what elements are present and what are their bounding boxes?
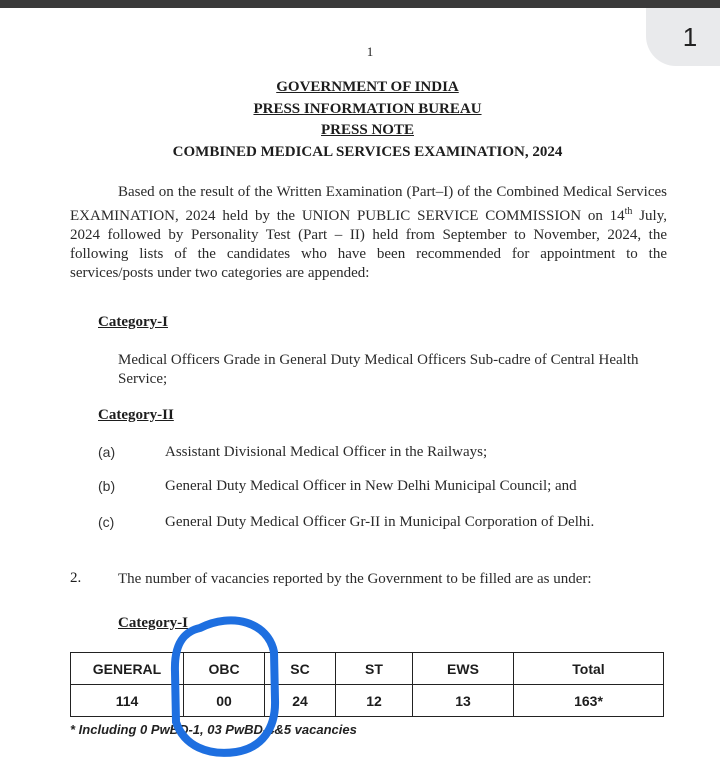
cell-sc: 24 [265,685,336,717]
table-caption: Category-I [118,615,188,631]
header-exam-title: COMBINED MEDICAL SERVICES EXAMINATION, 2024 [172,144,563,160]
category-2-heading: Category-II [98,407,174,423]
table-footnote: * Including 0 PwBD-1, 03 PwBD-4&5 vacancies [70,722,357,737]
section-2-text: The number of vacancies reported by the Government to be filled are as under: [118,571,592,587]
list-item-b-marker: (b) [98,478,116,494]
cell-obc: 00 [184,685,265,717]
header-obc: OBC [184,653,265,685]
highlight-circle-stroke [175,620,275,752]
list-item-c-text: General Duty Medical Officer Gr-II in Municipal Corporation of Delhi. [165,514,595,530]
page-number: 1 [366,44,374,59]
header-st: ST [336,653,413,685]
header-sc: SC [265,653,336,685]
category-1-heading: Category-I [98,314,168,330]
list-item-a-text: Assistant Divisional Medical Officer in the Railways; [165,444,488,460]
list-item-b-text: General Duty Medical Officer in New Delhi Municipal Council; and [165,478,577,494]
list-item-a-marker: (a) [98,444,116,460]
cell-st: 12 [336,685,413,717]
header-bureau: PRESS INFORMATION BUREAU [253,101,482,117]
list-item-c-marker: (c) [98,514,115,530]
cell-total: 163* [514,685,664,717]
header-total: Total [514,653,664,685]
image-counter-badge[interactable]: 1 [646,8,720,66]
header-ews: EWS [413,653,514,685]
header-general: GENERAL [71,653,184,685]
cell-general: 114 [71,685,184,717]
section-2-number: 2. [70,570,82,586]
header-government: GOVERNMENT OF INDIA [276,79,459,95]
intro-paragraph: Based on the result of the Written Examination (Part–I) of the Combined Medical Services EXAMINATION, 2024 held by the UNION PUBLIC SERVICE COMMISSION on 14th July, 2024 followed by Personality Test (Part – II) held from September to November, 2024, the following lists of the candidates who have been recommended for appointment to the services/posts under two categories are appended: [70,184,667,281]
category-1-text: Medical Officers Grade in General Duty Medical Officers Sub-cadre of Central Health Service; [118,352,639,387]
header-press-note: PRESS NOTE [321,122,414,138]
cell-ews: 13 [413,685,514,717]
